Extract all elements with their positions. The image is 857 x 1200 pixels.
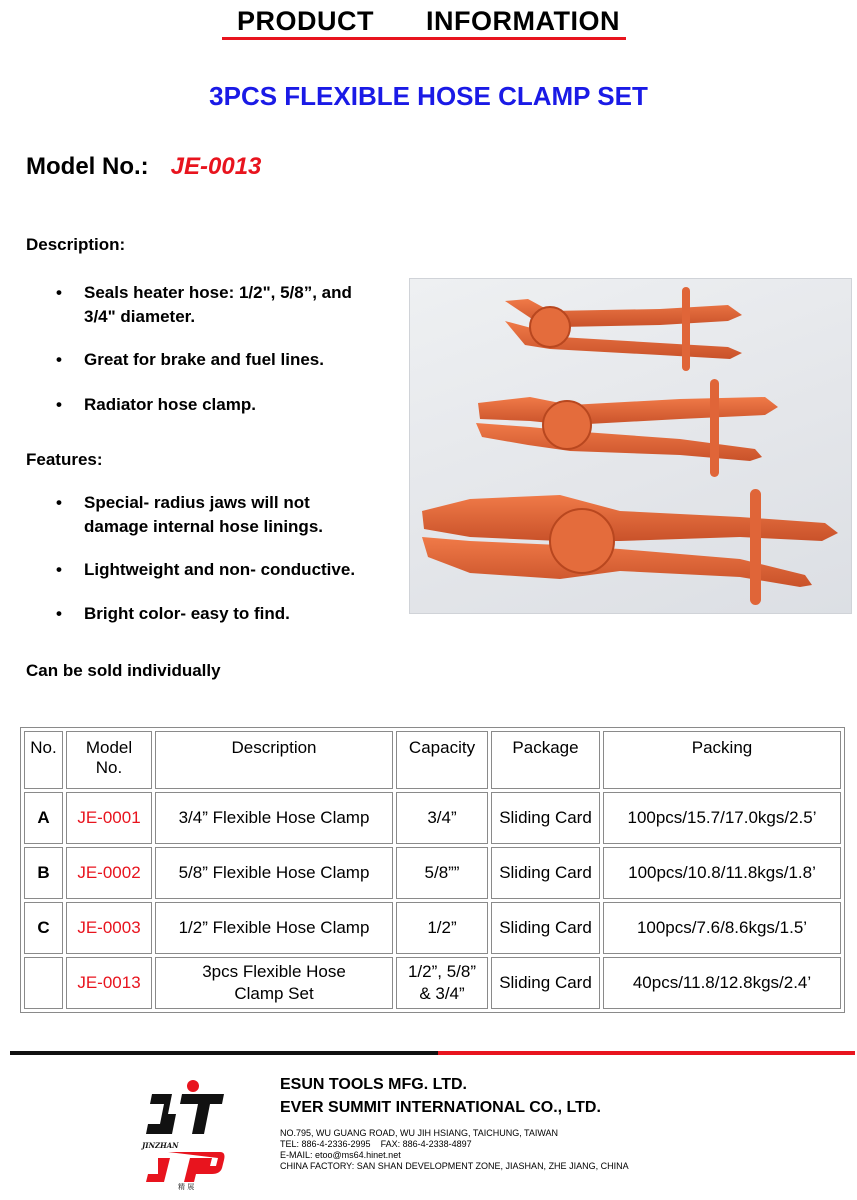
header-packing: Packing xyxy=(603,731,841,789)
row-package: Sliding Card xyxy=(491,847,600,899)
row-no: C xyxy=(24,902,63,954)
description-label: Description: xyxy=(26,235,126,254)
row-model: JE-0013 xyxy=(66,957,152,1009)
row-capacity: 1/2”, 5/8” & 3/4” xyxy=(396,957,488,1009)
feature-item: • Special- radius jaws will not damage internal hose linings. xyxy=(26,491,355,539)
features-label: Features: xyxy=(26,450,103,469)
description-item: • Radiator hose clamp. xyxy=(26,393,352,417)
row-capacity: 3/4” xyxy=(396,792,488,844)
row-packing: 40pcs/11.8/12.8kgs/2.4’ xyxy=(603,957,841,1009)
description-item: • Great for brake and fuel lines. xyxy=(26,348,352,372)
row-model: JE-0003 xyxy=(66,902,152,954)
table-row xyxy=(24,792,841,844)
company-name-esun: ESUN TOOLS MFG. LTD. xyxy=(280,1076,467,1093)
large-clamp-icon xyxy=(422,489,838,605)
table-row xyxy=(24,902,841,954)
row-package: Sliding Card xyxy=(491,902,600,954)
svg-text:精 展: 精 展 xyxy=(178,1183,195,1190)
table-header-row xyxy=(24,731,841,789)
hose-clamp-photo xyxy=(409,278,852,614)
header-word-information: INFORMATION xyxy=(426,6,620,36)
footer-rule-black xyxy=(10,1051,438,1055)
model-label: Model No.: xyxy=(26,153,149,180)
model-line xyxy=(26,153,261,181)
row-description: 3/4” Flexible Hose Clamp xyxy=(155,792,393,844)
row-package: Sliding Card xyxy=(491,792,600,844)
product-name: 3PCS FLEXIBLE HOSE CLAMP SET xyxy=(209,81,648,111)
row-model: JE-0001 xyxy=(66,792,152,844)
row-no: A xyxy=(24,792,63,844)
company-name-ever-summit: EVER SUMMIT INTERNATIONAL CO., LTD. xyxy=(280,1099,601,1116)
features-list xyxy=(26,491,355,626)
row-no xyxy=(24,957,63,1009)
description-item: • Seals heater hose: 1/2", 5/8”, and 3/4" diameter. xyxy=(26,281,352,329)
feature-item: • Bright color- easy to find. xyxy=(26,602,355,626)
row-model: JE-0002 xyxy=(66,847,152,899)
table-row xyxy=(24,957,841,1009)
company-logo xyxy=(138,1078,228,1190)
header-no: No. xyxy=(24,731,63,789)
header-model: Model No. xyxy=(66,731,152,789)
model-number: JE-0013 xyxy=(170,153,262,180)
svg-text:JINZHAN: JINZHAN xyxy=(142,1141,179,1150)
company-tel-fax: TEL: 886-4-2336-2995 FAX: 886-4-2338-4897 xyxy=(280,1139,472,1149)
sold-individually-note: Can be sold individually xyxy=(26,661,221,680)
row-packing: 100pcs/15.7/17.0kgs/2.5’ xyxy=(603,792,841,844)
header-underline xyxy=(222,37,626,40)
row-no: B xyxy=(24,847,63,899)
description-list xyxy=(26,281,352,417)
row-description: 3pcs Flexible Hose Clamp Set xyxy=(155,957,393,1009)
medium-clamp-icon xyxy=(476,379,778,477)
header-capacity: Capacity xyxy=(396,731,488,789)
company-address: NO.795, WU GUANG ROAD, WU JIH HSIANG, TAICHUNG, TAIWAN xyxy=(280,1128,559,1138)
row-capacity: 5/8”” xyxy=(396,847,488,899)
header-description: Description xyxy=(155,731,393,789)
company-email: E-MAIL: etoo@ms64.hinet.net xyxy=(280,1150,401,1160)
header-word-product: PRODUCT xyxy=(237,6,374,36)
page-header xyxy=(0,6,857,37)
jinzhan-logo-icon xyxy=(138,1078,228,1190)
row-capacity: 1/2” xyxy=(396,902,488,954)
row-description: 5/8” Flexible Hose Clamp xyxy=(155,847,393,899)
header-package: Package xyxy=(491,731,600,789)
row-packing: 100pcs/10.8/11.8kgs/1.8’ xyxy=(603,847,841,899)
feature-item: • Lightweight and non- conductive. xyxy=(26,558,355,582)
row-description: 1/2” Flexible Hose Clamp xyxy=(155,902,393,954)
specification-table xyxy=(20,727,845,1013)
row-package: Sliding Card xyxy=(491,957,600,1009)
row-packing: 100pcs/7.6/8.6kgs/1.5’ xyxy=(603,902,841,954)
footer-rule-red xyxy=(438,1051,855,1055)
small-clamp-icon xyxy=(505,287,742,371)
table-row xyxy=(24,847,841,899)
china-factory-address: CHINA FACTORY: SAN SHAN DEVELOPMENT ZONE, JIASHAN, ZHE JIANG, CHINA xyxy=(280,1161,629,1171)
hose-clamp-icon xyxy=(410,279,851,613)
